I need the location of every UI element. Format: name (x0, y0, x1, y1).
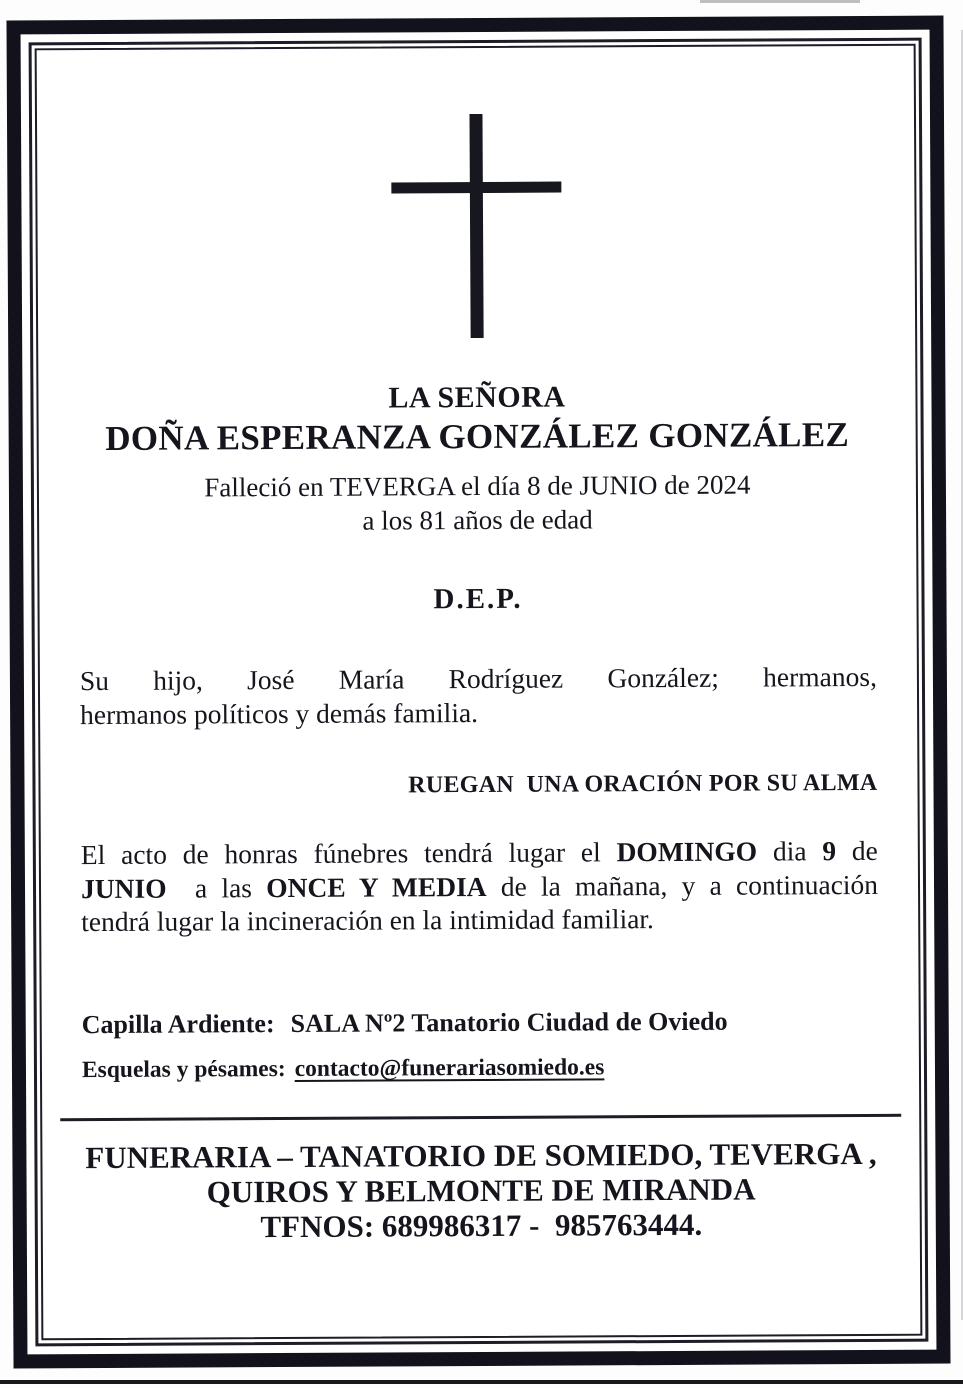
funeral-home-phones: TFNOS: 689986317 - 985763444. (260, 1206, 703, 1244)
divider-rule (60, 1114, 901, 1121)
prayer-request-line: RUEGAN UNA ORACIÓN POR SU ALMA (408, 770, 878, 799)
scan-artifact-top (700, 0, 860, 3)
service-line-3: tendrá lugar la incineración en la intimidad familiar. (81, 903, 654, 938)
deceased-name: DOÑA ESPERANZA GONZÁLEZ GONZÁLEZ (105, 415, 850, 458)
family-line-1: Su hijo, José María Rodríguez González; hermanos, (79, 661, 878, 697)
chapel-label: Capilla Ardiente: (81, 1008, 275, 1039)
obituary-content (37, 46, 921, 1339)
latin-cross-icon (390, 114, 561, 339)
service-line-2: JUNIO a las ONCE Y MEDIA de la mañana, y a continuación (80, 868, 879, 904)
funeral-home-line-1: FUNERARIA – TANATORIO DE SOMIEDO, TEVERGA , (85, 1136, 877, 1176)
honorific-title: LA SEÑORA (388, 380, 566, 415)
funeral-home-line-2: QUIROS Y BELMONTE DE MIRANDA (206, 1171, 756, 1210)
family-paragraph (80, 660, 877, 731)
death-age: a los 81 años de edad (362, 504, 593, 536)
dep-abbreviation: D.E.P. (433, 582, 523, 615)
inner-border-line-outer (29, 38, 929, 1347)
inner-border-line-inner (35, 44, 923, 1341)
condolences-line (82, 1052, 879, 1084)
funeral-home-block (82, 1137, 880, 1245)
service-paragraph (81, 834, 879, 939)
service-line-1: El acto de honras fúnebres tendrá lugar el DOMINGO dia 9 de (80, 835, 878, 871)
chapel-value: SALA Nº2 Tanatorio Ciudad de Oviedo (290, 1006, 728, 1038)
condolences-label: Esquelas y pésames: (81, 1056, 286, 1084)
scan-artifact-bottom (0, 1380, 963, 1384)
death-place-date: Falleció en TEVERGA el día 8 de JUNIO de 2024 (204, 469, 751, 503)
family-line-2: hermanos políticos y demás familia. (80, 696, 479, 730)
chapel-line (82, 1005, 879, 1040)
condolences-email: contacto@funerariasomiedo.es (294, 1054, 605, 1082)
memorial-card-frame (6, 16, 950, 1369)
